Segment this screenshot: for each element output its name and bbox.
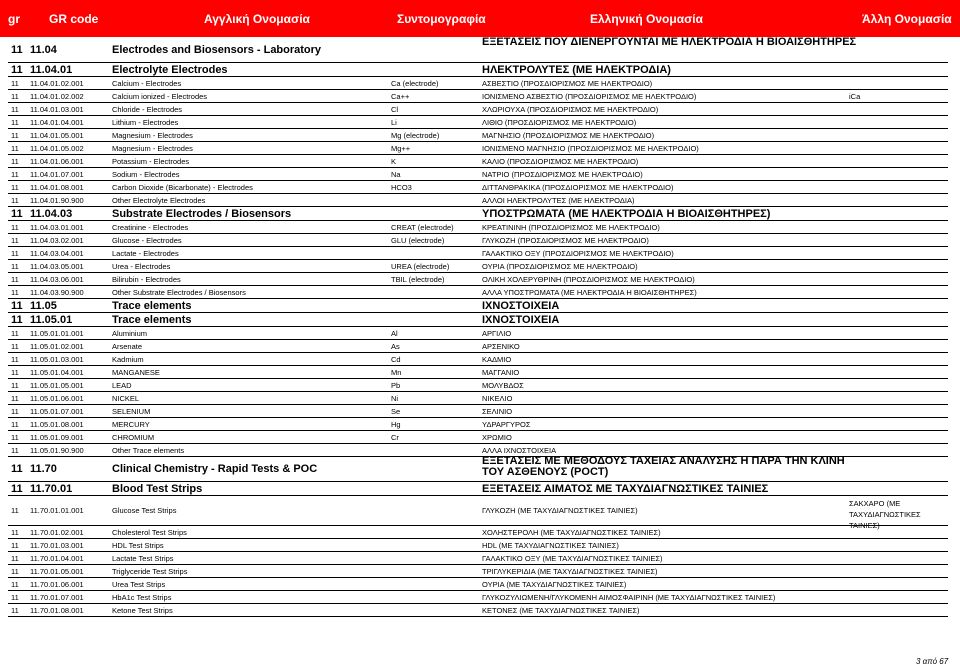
greek-name-cell: ΜΟΛΥΒΔΟΣ [482,381,524,390]
code-cell: 11.70 [30,463,57,475]
abbreviation-cell: Cr [391,433,399,442]
gr-cell: 11 [11,381,19,390]
english-name-cell: Chloride - Electrodes [112,105,183,114]
greek-name-cell: ΚΡΕΑΤΙΝΙΝΗ (ΠΡΟΣΔΙΟΡΙΣΜΟΣ ΜΕ ΗΛΕΚΤΡΟΔΙΟ) [482,223,660,232]
greek-name-cell: ΕΞΕΤΑΣΕΙΣ ΑΙΜΑΤΟΣ ΜΕ ΤΑΧΥΔΙΑΓΝΩΣΤΙΚΕΣ ΤΑΙΝΙΕΣ [482,483,769,495]
greek-name-cell: ΧΡΩΜΙΟ [482,433,512,442]
greek-name-cell: ΑΛΛΑ ΥΠΟΣΤΡΩΜΑΤΑ (ΜΕ ΗΛΕΚΤΡΟΔΙΑ Η ΒΙΟΑΙΣΘΗΤΗΡΕΣ) [482,288,697,297]
greek-name-cell: ΓΛΥΚΟΖΥΛΙΩΜΕΝΗ/ΓΛΥΚΟΜΕΝΗ ΑΙΜΟΣΦΑΙΡΙΝΗ (ΜΕ ΤΑΧΥΔΙΑΓΝΩΣΤΙΚΕΣ ΤΑΙΝΙΕΣ) [482,593,776,602]
english-name-cell: Carbon Dioxide (Bicarbonate) - Electrodes [112,183,253,192]
header-abbreviation: Συντομογραφία [397,12,486,26]
greek-name-cell: ΧΟΛΗΣΤΕΡΟΛΗ (ΜΕ ΤΑΧΥΔΙΑΓΝΩΣΤΙΚΕΣ ΤΑΙΝΙΕΣ) [482,528,661,537]
gr-cell: 11 [11,541,19,550]
greek-name-cell: ΣΕΛΙΝΙΟ [482,407,513,416]
gr-cell: 11 [11,368,19,377]
greek-name-cell: ΚΑΔΜΙΟ [482,355,512,364]
english-name-cell: Magnesium - Electrodes [112,144,193,153]
english-name-cell: Glucose - Electrodes [112,236,182,245]
greek-name-cell: ΙΧΝΟΣΤΟΙΧΕΙΑ [482,314,560,326]
gr-cell: 11 [11,208,23,220]
header-greek-name: Ελληνική Ονομασία [590,12,704,26]
code-cell: 11.70.01.06.001 [30,580,84,589]
abbreviation-cell: K [391,157,397,166]
gr-cell: 11 [11,183,19,192]
english-name-cell: Lactate - Electrodes [112,249,179,258]
english-name-cell: MANGANESE [112,368,160,377]
gr-cell: 11 [11,170,19,179]
abbreviation-cell: Cl [391,105,399,114]
gr-cell: 11 [11,157,19,166]
greek-name-cell: HDL (ΜΕ ΤΑΧΥΔΙΑΓΝΩΣΤΙΚΕΣ ΤΑΙΝΙΕΣ) [482,541,619,550]
english-name-cell: Glucose Test Strips [112,506,177,515]
english-name-cell: Electrolyte Electrodes [112,64,228,76]
gr-cell: 11 [11,288,19,297]
code-cell: 11.05.01.09.001 [30,433,84,442]
header-gr-code: GR code [49,12,99,26]
greek-name-cell: ΥΠΟΣΤΡΩΜΑΤΑ (ΜΕ ΗΛΕΚΤΡΟΔΙΑ Η ΒΙΟΑΙΣΘΗΤΗΡΕΣ) [482,208,771,220]
code-cell: 11.70.01.08.001 [30,606,84,615]
greek-name-cell: ΑΡΓΙΛΙΟ [482,329,512,338]
greek-name-cell: ΑΡΣΕΝΙΚΟ [482,342,520,351]
abbreviation-cell: Cd [391,355,401,364]
abbreviation-cell: Mg++ [391,144,411,153]
code-cell: 11.05.01.08.001 [30,420,84,429]
abbreviation-cell: TBIL (electrode) [391,275,445,284]
code-cell: 11.04.01.08.001 [30,183,84,192]
code-cell: 11.04.01 [30,64,73,76]
english-name-cell: Urea - Electrodes [112,262,171,271]
code-cell: 11.05 [30,300,57,312]
english-name-cell: Other Electrolyte Electrodes [112,196,206,205]
code-cell: 11.04.03.05.001 [30,262,84,271]
abbreviation-cell: Mg (electrode) [391,131,440,140]
code-cell: 11.70.01.01.001 [30,506,84,515]
header-gr: gr [8,12,20,26]
abbreviation-cell: Se [391,407,401,416]
greek-name-cell: ΛΙΘΙΟ (ΠΡΟΣΔΙΟΡΙΣΜΟΣ ΜΕ ΗΛΕΚΤΡΟΔΙΟ) [482,118,637,127]
abbreviation-cell: Na [391,170,401,179]
greek-name-cell: ΚΑΛΙΟ (ΠΡΟΣΔΙΟΡΙΣΜΟΣ ΜΕ ΗΛΕΚΤΡΟΔΙΟ) [482,157,639,166]
english-name-cell: Ketone Test Strips [112,606,173,615]
gr-cell: 11 [11,407,19,416]
greek-name-cell: ΔΙΤΤΑΝΘΡΑΚΙΚΑ (ΠΡΟΣΔΙΟΡΙΣΜΟΣ ΜΕ ΗΛΕΚΤΡΟΔΙΟ) [482,183,674,192]
code-cell: 11.70.01.07.001 [30,593,84,602]
gr-cell: 11 [11,355,19,364]
greek-name-cell: ΓΛΥΚΟΖΗ (ΠΡΟΣΔΙΟΡΙΣΜΟΣ ΜΕ ΗΛΕΚΤΡΟΔΙΟ) [482,236,649,245]
abbreviation-cell: As [391,342,400,351]
code-cell: 11.04.01.04.001 [30,118,84,127]
english-name-cell: Sodium - Electrodes [112,170,180,179]
gr-cell: 11 [11,394,19,403]
gr-cell: 11 [11,329,19,338]
abbreviation-cell: Mn [391,368,402,377]
gr-cell: 11 [11,433,19,442]
gr-cell: 11 [11,483,23,495]
code-cell: 11.05.01.04.001 [30,368,84,377]
gr-cell: 11 [11,44,23,56]
english-name-cell: Trace elements [112,314,192,326]
gr-cell: 11 [11,300,23,312]
english-name-cell: Magnesium - Electrodes [112,131,193,140]
greek-name-cell: ΕΞΕΤΑΣΕΙΣ ΠΟΥ ΔΙΕΝΕΡΓΟΥΝΤΑΙ ΜΕ ΗΛΕΚΤΡΟΔΙΑ Η ΒΙΟΑΙΣΘΗΤΗΡΕΣ [482,36,857,48]
abbreviation-cell: Pb [391,381,401,390]
code-cell: 11.70.01 [30,483,73,495]
english-name-cell: Urea Test Strips [112,580,166,589]
greek-name-cell: ΟΛΙΚΗ ΧΟΛΕΡΥΘΡΙΝΗ (ΠΡΟΣΔΙΟΡΙΣΜΟΣ ΜΕ ΗΛΕΚΤΡΟΔΙΟ) [482,275,695,284]
english-name-cell: Trace elements [112,300,192,312]
code-cell: 11.05.01.07.001 [30,407,84,416]
english-name-cell: Other Substrate Electrodes / Biosensors [112,288,246,297]
code-cell: 11.05.01.05.001 [30,381,84,390]
code-cell: 11.70.01.05.001 [30,567,84,576]
code-cell: 11.04.01.90.900 [30,196,84,205]
greek-name-cell: ΙΧΝΟΣΤΟΙΧΕΙΑ [482,300,560,312]
abbreviation-cell: HCO3 [391,183,412,192]
gr-cell: 11 [11,118,19,127]
greek-name-cell: ΧΛΩΡΙΟΥΧΑ (ΠΡΟΣΔΙΟΡΙΣΜΟΣ ΜΕ ΗΛΕΚΤΡΟΔΙΟ) [482,105,659,114]
greek-name-cell: ΥΔΡΑΡΓΥΡΟΣ [482,420,531,429]
greek-name-cell: ΑΛΛΑ ΙΧΝΟΣΤΟΙΧΕΙΑ [482,446,557,455]
code-cell: 11.05.01.01.001 [30,329,84,338]
english-name-cell: Potassium - Electrodes [112,157,190,166]
english-name-cell: CHROMIUM [112,433,155,442]
english-name-cell: Bilirubin - Electrodes [112,275,181,284]
gr-cell: 11 [11,506,19,515]
english-name-cell: HDL Test Strips [112,541,164,550]
gr-cell: 11 [11,223,19,232]
greek-name-cell: ΕΞΕΤΑΣΕΙΣ ΜΕ ΜΕΘΟΔΟΥΣ ΤΑΧΕΙΑΣ ΑΝΑΛΥΣΗΣ Η ΠΑΡΑ ΤΗΝ ΚΛΙΝΗ ΤΟΥ ΑΣΘΕΝΟΥΣ (POCT) [482,455,845,478]
gr-cell: 11 [11,593,19,602]
other-name-cell: ΣΑΚΧΑΡΟ (ΜΕ ΤΑΧΥΔΙΑΓΝΩΣΤΙΚΕΣ ΤΑΙΝΙΕΣ) [849,499,921,530]
greek-name-cell: ΝΙΚΕΛΙΟ [482,394,513,403]
english-name-cell: Lactate Test Strips [112,554,174,563]
gr-cell: 11 [11,606,19,615]
code-cell: 11.04.01.05.002 [30,144,84,153]
code-cell: 11.05.01.02.001 [30,342,84,351]
code-cell: 11.04.03 [30,208,73,220]
english-name-cell: SELENIUM [112,407,151,416]
code-cell: 11.04.01.07.001 [30,170,84,179]
other-name-cell: iCa [849,92,861,101]
english-name-cell: Cholesterol Test Strips [112,528,187,537]
gr-cell: 11 [11,92,19,101]
english-name-cell: Clinical Chemistry - Rapid Tests & POC [112,463,318,475]
abbreviation-cell: Ca++ [391,92,410,101]
english-name-cell: Aluminium [112,329,148,338]
gr-cell: 11 [11,236,19,245]
greek-name-cell: ΤΡΙΓΛΥΚΕΡΙΔΙΑ (ΜΕ ΤΑΧΥΔΙΑΓΝΩΣΤΙΚΕΣ ΤΑΙΝΙΕΣ) [482,567,658,576]
abbreviation-cell: CREAT (electrode) [391,223,454,232]
english-name-cell: Calcium - Electrodes [112,79,182,88]
english-name-cell: Creatinine - Electrodes [112,223,189,232]
greek-name-cell: ΚΕΤΟΝΕΣ (ΜΕ ΤΑΧΥΔΙΑΓΝΩΣΤΙΚΕΣ ΤΑΙΝΙΕΣ) [482,606,640,615]
code-cell: 11.70.01.04.001 [30,554,84,563]
english-name-cell: Kadmium [112,355,144,364]
gr-cell: 11 [11,262,19,271]
greek-name-cell: ΗΛΕΚΤΡΟΛΥΤΕΣ (ΜΕ ΗΛΕΚΤΡΟΔΙΑ) [482,64,671,76]
english-name-cell: Calcium ionized - Electrodes [112,92,208,101]
gr-cell: 11 [11,342,19,351]
code-cell: 11.70.01.02.001 [30,528,84,537]
abbreviation-cell: UREA (electrode) [391,262,450,271]
gr-cell: 11 [11,554,19,563]
greek-name-cell: ΑΣΒΕΣΤΙΟ (ΠΡΟΣΔΙΟΡΙΣΜΟΣ ΜΕ ΗΛΕΚΤΡΟΔΙΟ) [482,79,653,88]
gr-cell: 11 [11,528,19,537]
gr-cell: 11 [11,144,19,153]
english-name-cell: Arsenate [112,342,143,351]
english-name-cell: Lithium - Electrodes [112,118,179,127]
code-cell: 11.05.01.03.001 [30,355,84,364]
greek-name-cell: ΓΛΥΚΟΖΗ (ΜΕ ΤΑΧΥΔΙΑΓΝΩΣΤΙΚΕΣ ΤΑΙΝΙΕΣ) [482,506,638,515]
code-cell: 11.05.01 [30,314,73,326]
gr-cell: 11 [11,79,19,88]
code-cell: 11.05.01.90.900 [30,446,84,455]
gr-cell: 11 [11,420,19,429]
abbreviation-cell: GLU (electrode) [391,236,445,245]
code-cell: 11.04.01.02.002 [30,92,84,101]
gr-cell: 11 [11,463,23,475]
header-english-name: Αγγλική Ονομασία [204,12,310,26]
english-name-cell: LEAD [112,381,132,390]
greek-name-cell: ΟΥΡΙΑ (ΜΕ ΤΑΧΥΔΙΑΓΝΩΣΤΙΚΕΣ ΤΑΙΝΙΕΣ) [482,580,627,589]
greek-name-cell: ΟΥΡΙΑ (ΠΡΟΣΔΙΟΡΙΣΜΟΣ ΜΕ ΗΛΕΚΤΡΟΔΙΟ) [482,262,638,271]
greek-name-cell: ΑΛΛΟΙ ΗΛΕΚΤΡΟΛΥΤΕΣ (ΜΕ ΗΛΕΚΤΡΟΔΙΑ) [482,196,635,205]
greek-name-cell: ΓΑΛΑΚΤΙΚΟ ΟΞΥ (ΠΡΟΣΔΙΟΡΙΣΜΟΣ ΜΕ ΗΛΕΚΤΡΟΔΙΟ) [482,249,674,258]
gr-cell: 11 [11,64,23,76]
code-cell: 11.04.01.05.001 [30,131,84,140]
gr-cell: 11 [11,275,19,284]
code-cell: 11.04.03.01.001 [30,223,84,232]
gr-cell: 11 [11,580,19,589]
row-divider [8,616,948,617]
english-name-cell: Electrodes and Biosensors - Laboratory [112,44,322,56]
code-cell: 11.04.01.03.001 [30,105,84,114]
code-cell: 11.04.03.02.001 [30,236,84,245]
code-cell: 11.70.01.03.001 [30,541,84,550]
abbreviation-cell: Ca (electrode) [391,79,439,88]
english-name-cell: MERCURY [112,420,150,429]
greek-name-cell: ΝΑΤΡΙΟ (ΠΡΟΣΔΙΟΡΙΣΜΟΣ ΜΕ ΗΛΕΚΤΡΟΔΙΟ) [482,170,643,179]
greek-name-cell: ΙΟΝΙΣΜΕΝΟ ΜΑΓΝΗΣΙΟ (ΠΡΟΣΔΙΟΡΙΣΜΟΣ ΜΕ ΗΛΕΚΤΡΟΔΙΟ) [482,144,699,153]
greek-name-cell: ΓΑΛΑΚΤΙΚΟ ΟΞΥ (ΜΕ ΤΑΧΥΔΙΑΓΝΩΣΤΙΚΕΣ ΤΑΙΝΙΕΣ) [482,554,663,563]
english-name-cell: Other Trace elements [112,446,185,455]
header-other-name: Άλλη Ονομασία [862,12,952,26]
abbreviation-cell: Al [391,329,398,338]
code-cell: 11.04 [30,44,57,56]
greek-name-cell: ΜΑΓΝΗΣΙΟ (ΠΡΟΣΔΙΟΡΙΣΜΟΣ ΜΕ ΗΛΕΚΤΡΟΔΙΟ) [482,131,655,140]
gr-cell: 11 [11,314,23,326]
gr-cell: 11 [11,131,19,140]
abbreviation-cell: Hg [391,420,401,429]
english-name-cell: NICKEL [112,394,140,403]
gr-cell: 11 [11,249,19,258]
abbreviation-cell: Li [391,118,397,127]
code-cell: 11.04.03.04.001 [30,249,84,258]
gr-cell: 11 [11,567,19,576]
english-name-cell: HbA1c Test Strips [112,593,172,602]
greek-name-cell: ΙΟΝΙΣΜΕΝΟ ΑΣΒΕΣΤΙΟ (ΠΡΟΣΔΙΟΡΙΣΜΟΣ ΜΕ ΗΛΕΚΤΡΟΔΙΟ) [482,92,697,101]
english-name-cell: Blood Test Strips [112,483,203,495]
code-cell: 11.04.01.02.001 [30,79,84,88]
english-name-cell: Triglyceride Test Strips [112,567,188,576]
code-cell: 11.04.01.06.001 [30,157,84,166]
page-number: 3 από 67 [916,657,949,666]
gr-cell: 11 [11,446,19,455]
code-cell: 11.04.03.06.001 [30,275,84,284]
code-cell: 11.05.01.06.001 [30,394,84,403]
code-cell: 11.04.03.90.900 [30,288,84,297]
gr-cell: 11 [11,196,19,205]
english-name-cell: Substrate Electrodes / Biosensors [112,208,292,220]
greek-name-cell: ΜΑΓΓΑΝΙΟ [482,368,520,377]
abbreviation-cell: Ni [391,394,399,403]
gr-cell: 11 [11,105,19,114]
